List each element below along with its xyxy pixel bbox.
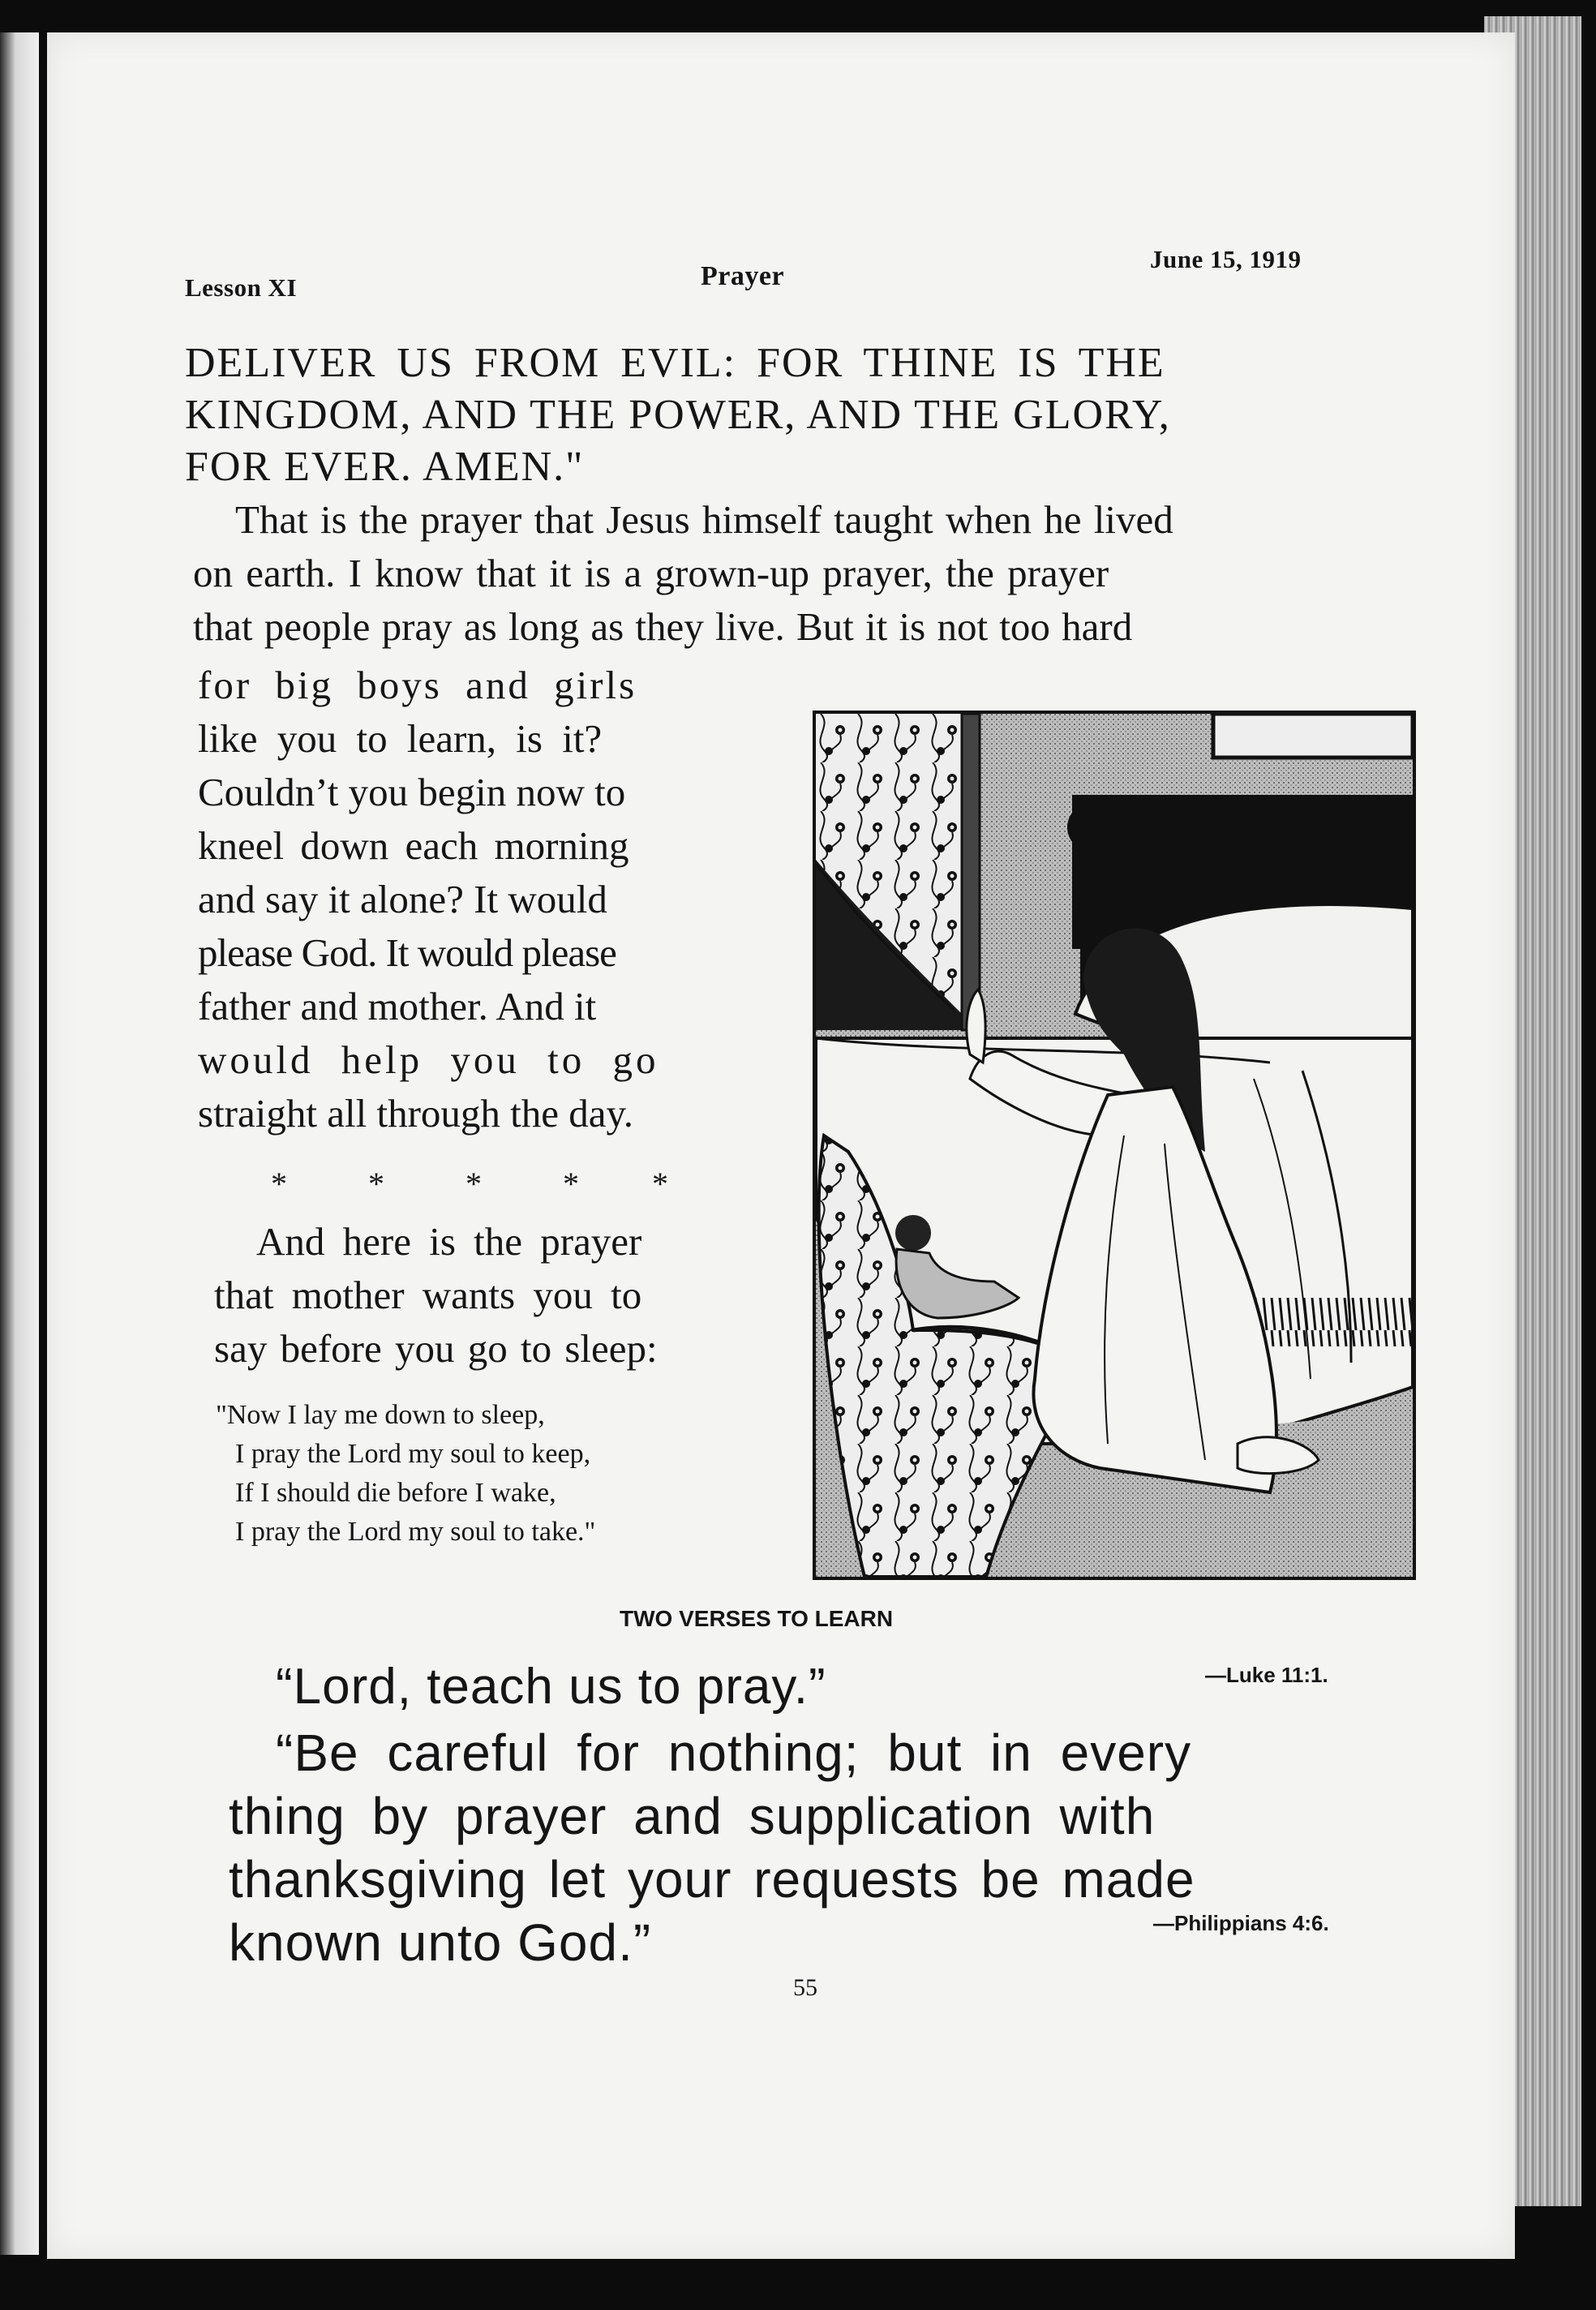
verse-2-line-4: known unto God.” xyxy=(229,1913,652,1972)
lesson-date: June 15, 1919 xyxy=(1150,245,1302,273)
narrow-line-7: father and mother. And it xyxy=(198,984,597,1028)
separator-star: * xyxy=(652,1166,668,1202)
page-number: 55 xyxy=(793,1974,817,2001)
prayer-illustration xyxy=(813,711,1416,1580)
page-title: Prayer xyxy=(701,261,785,291)
narrow-line-5: and say it alone? It would xyxy=(198,877,607,921)
prayer-line-1: DELIVER US FROM EVIL: FOR THINE IS THE xyxy=(185,340,1165,386)
verses-heading: TWO VERSES TO LEARN xyxy=(620,1606,894,1631)
separator-star: * xyxy=(466,1166,482,1202)
book-page xyxy=(47,32,1515,2259)
prayer-line-2: KINGDOM, AND THE POWER, AND THE GLORY, xyxy=(185,392,1171,438)
poem-line-1: "Now I lay me down to sleep, xyxy=(216,1400,545,1430)
paragraph-line-3: that people pray as long as they live. But it is not too hard xyxy=(193,604,1133,649)
lesson-label: Lesson XI xyxy=(185,273,298,302)
verse-1-reference: —Luke 11:1. xyxy=(1205,1663,1328,1687)
verse-2-line-1: “Be careful for nothing; but in every xyxy=(276,1724,1192,1782)
section-separator xyxy=(47,1165,777,1205)
verse-1: “Lord, teach us to pray.” xyxy=(276,1659,826,1715)
girl-kneeling-praying-at-bedside-icon xyxy=(816,714,1413,1577)
narrow-line-6: please God. It would please xyxy=(198,930,616,975)
paragraph-line-1: That is the prayer that Jesus himself taught when he lived xyxy=(235,497,1173,542)
narrow-line-4: kneel down each morning xyxy=(198,823,629,868)
narrow-line-9: straight all through the day. xyxy=(198,1091,634,1136)
verse-2-line-3: thanksgiving let your requests be made xyxy=(229,1850,1195,1909)
poem-line-4: I pray the Lord my soul to take." xyxy=(235,1517,596,1547)
separator-star: * xyxy=(368,1166,384,1202)
poem-line-2: I pray the Lord my soul to keep, xyxy=(235,1439,591,1469)
verse-2-line-2: thing by prayer and supplication with xyxy=(229,1787,1156,1845)
narrow-line-2: like you to learn, is it? xyxy=(198,716,603,761)
evening-line-1: And here is the prayer xyxy=(256,1219,642,1264)
narrow-line-1: for big boys and girls xyxy=(198,663,637,707)
separator-star: * xyxy=(563,1166,579,1202)
separator-star: * xyxy=(271,1166,287,1202)
prayer-line-3: FOR EVER. AMEN." xyxy=(185,444,585,490)
evening-line-2: that mother wants you to xyxy=(214,1273,642,1317)
narrow-line-3: Couldn’t you begin now to xyxy=(198,770,626,814)
verse-2-reference: —Philippians 4:6. xyxy=(1153,1911,1329,1935)
paragraph-line-2: on earth. I know that it is a grown-up prayer, the prayer xyxy=(193,551,1109,595)
evening-line-3: say before you go to sleep: xyxy=(214,1326,658,1371)
left-page-edge xyxy=(0,32,39,2255)
narrow-line-8: would help you to go xyxy=(198,1037,659,1082)
poem-line-3: If I should die before I wake, xyxy=(235,1478,556,1508)
